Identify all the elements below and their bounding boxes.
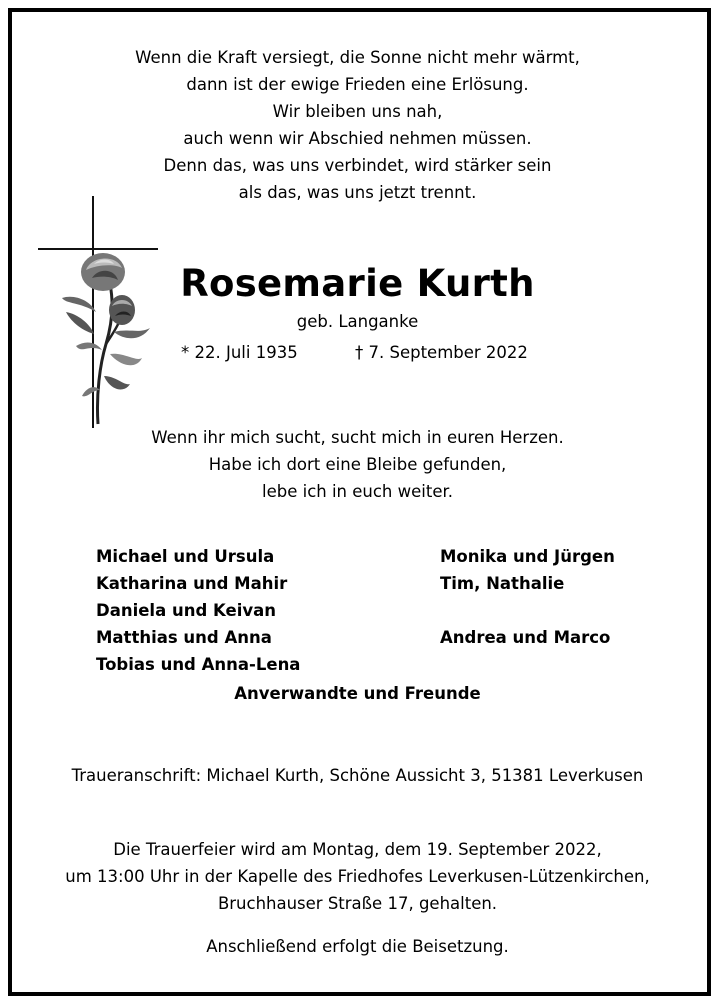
mourner-entry: Katharina und Mahir	[96, 574, 288, 593]
mourning-address: Traueranschrift: Michael Kurth, Schöne Aussicht 3, 51381 Leverkusen	[71, 766, 644, 785]
relatives-line: Anverwandte und Freunde	[234, 684, 481, 703]
poem-line: auch wenn wir Abschied nehmen müssen.	[183, 129, 532, 148]
mourner-entry: Matthias und Anna	[96, 628, 272, 647]
service-line: Die Trauerfeier wird am Montag, dem 19. September 2022,	[113, 840, 602, 859]
poem-line: Wenn die Kraft versiegt, die Sonne nicht mehr wärmt,	[135, 48, 580, 67]
born-name: geb. Langanke	[296, 312, 419, 331]
birth-date: * 22. Juli 1935	[181, 343, 298, 362]
poem-line: als das, was uns jetzt trennt.	[238, 183, 477, 202]
mourner-entry: Andrea und Marco	[440, 628, 611, 647]
mourner-entry: Michael und Ursula	[96, 547, 275, 566]
poem-line: lebe ich in euch weiter.	[262, 482, 453, 501]
funeral-service	[0, 836, 715, 917]
mourner-entry: Tobias und Anna-Lena	[96, 655, 301, 674]
poem-line: Denn das, was uns verbindet, wird stärker sein	[163, 156, 552, 175]
mourner-entry: Daniela und Keivan	[96, 601, 276, 620]
mourner-entry: Tim, Nathalie	[440, 574, 565, 593]
mourner-entry: Monika und Jürgen	[440, 547, 615, 566]
service-line: Bruchhauser Straße 17, gehalten.	[217, 894, 498, 913]
poem-line: Wenn ihr mich sucht, sucht mich in euren Herzen.	[151, 428, 564, 447]
mourners-left	[96, 543, 300, 678]
poem-line: Wir bleiben uns nah,	[272, 102, 443, 121]
poem-line: Habe ich dort eine Bleibe gefunden,	[208, 455, 507, 474]
mourner-entry	[440, 597, 615, 624]
burial-note: Anschließend erfolgt die Beisetzung.	[206, 937, 509, 956]
middle-poem	[0, 424, 715, 505]
service-line: um 13:00 Uhr in der Kapelle des Friedhofes Leverkusen-Lützenkirchen,	[65, 867, 650, 886]
deceased-name: Rosemarie Kurth	[180, 262, 535, 305]
death-date: † 7. September 2022	[355, 343, 528, 362]
mourners-right	[440, 543, 615, 651]
poem-line: dann ist der ewige Frieden eine Erlösung.	[186, 75, 529, 94]
opening-poem	[0, 44, 715, 206]
